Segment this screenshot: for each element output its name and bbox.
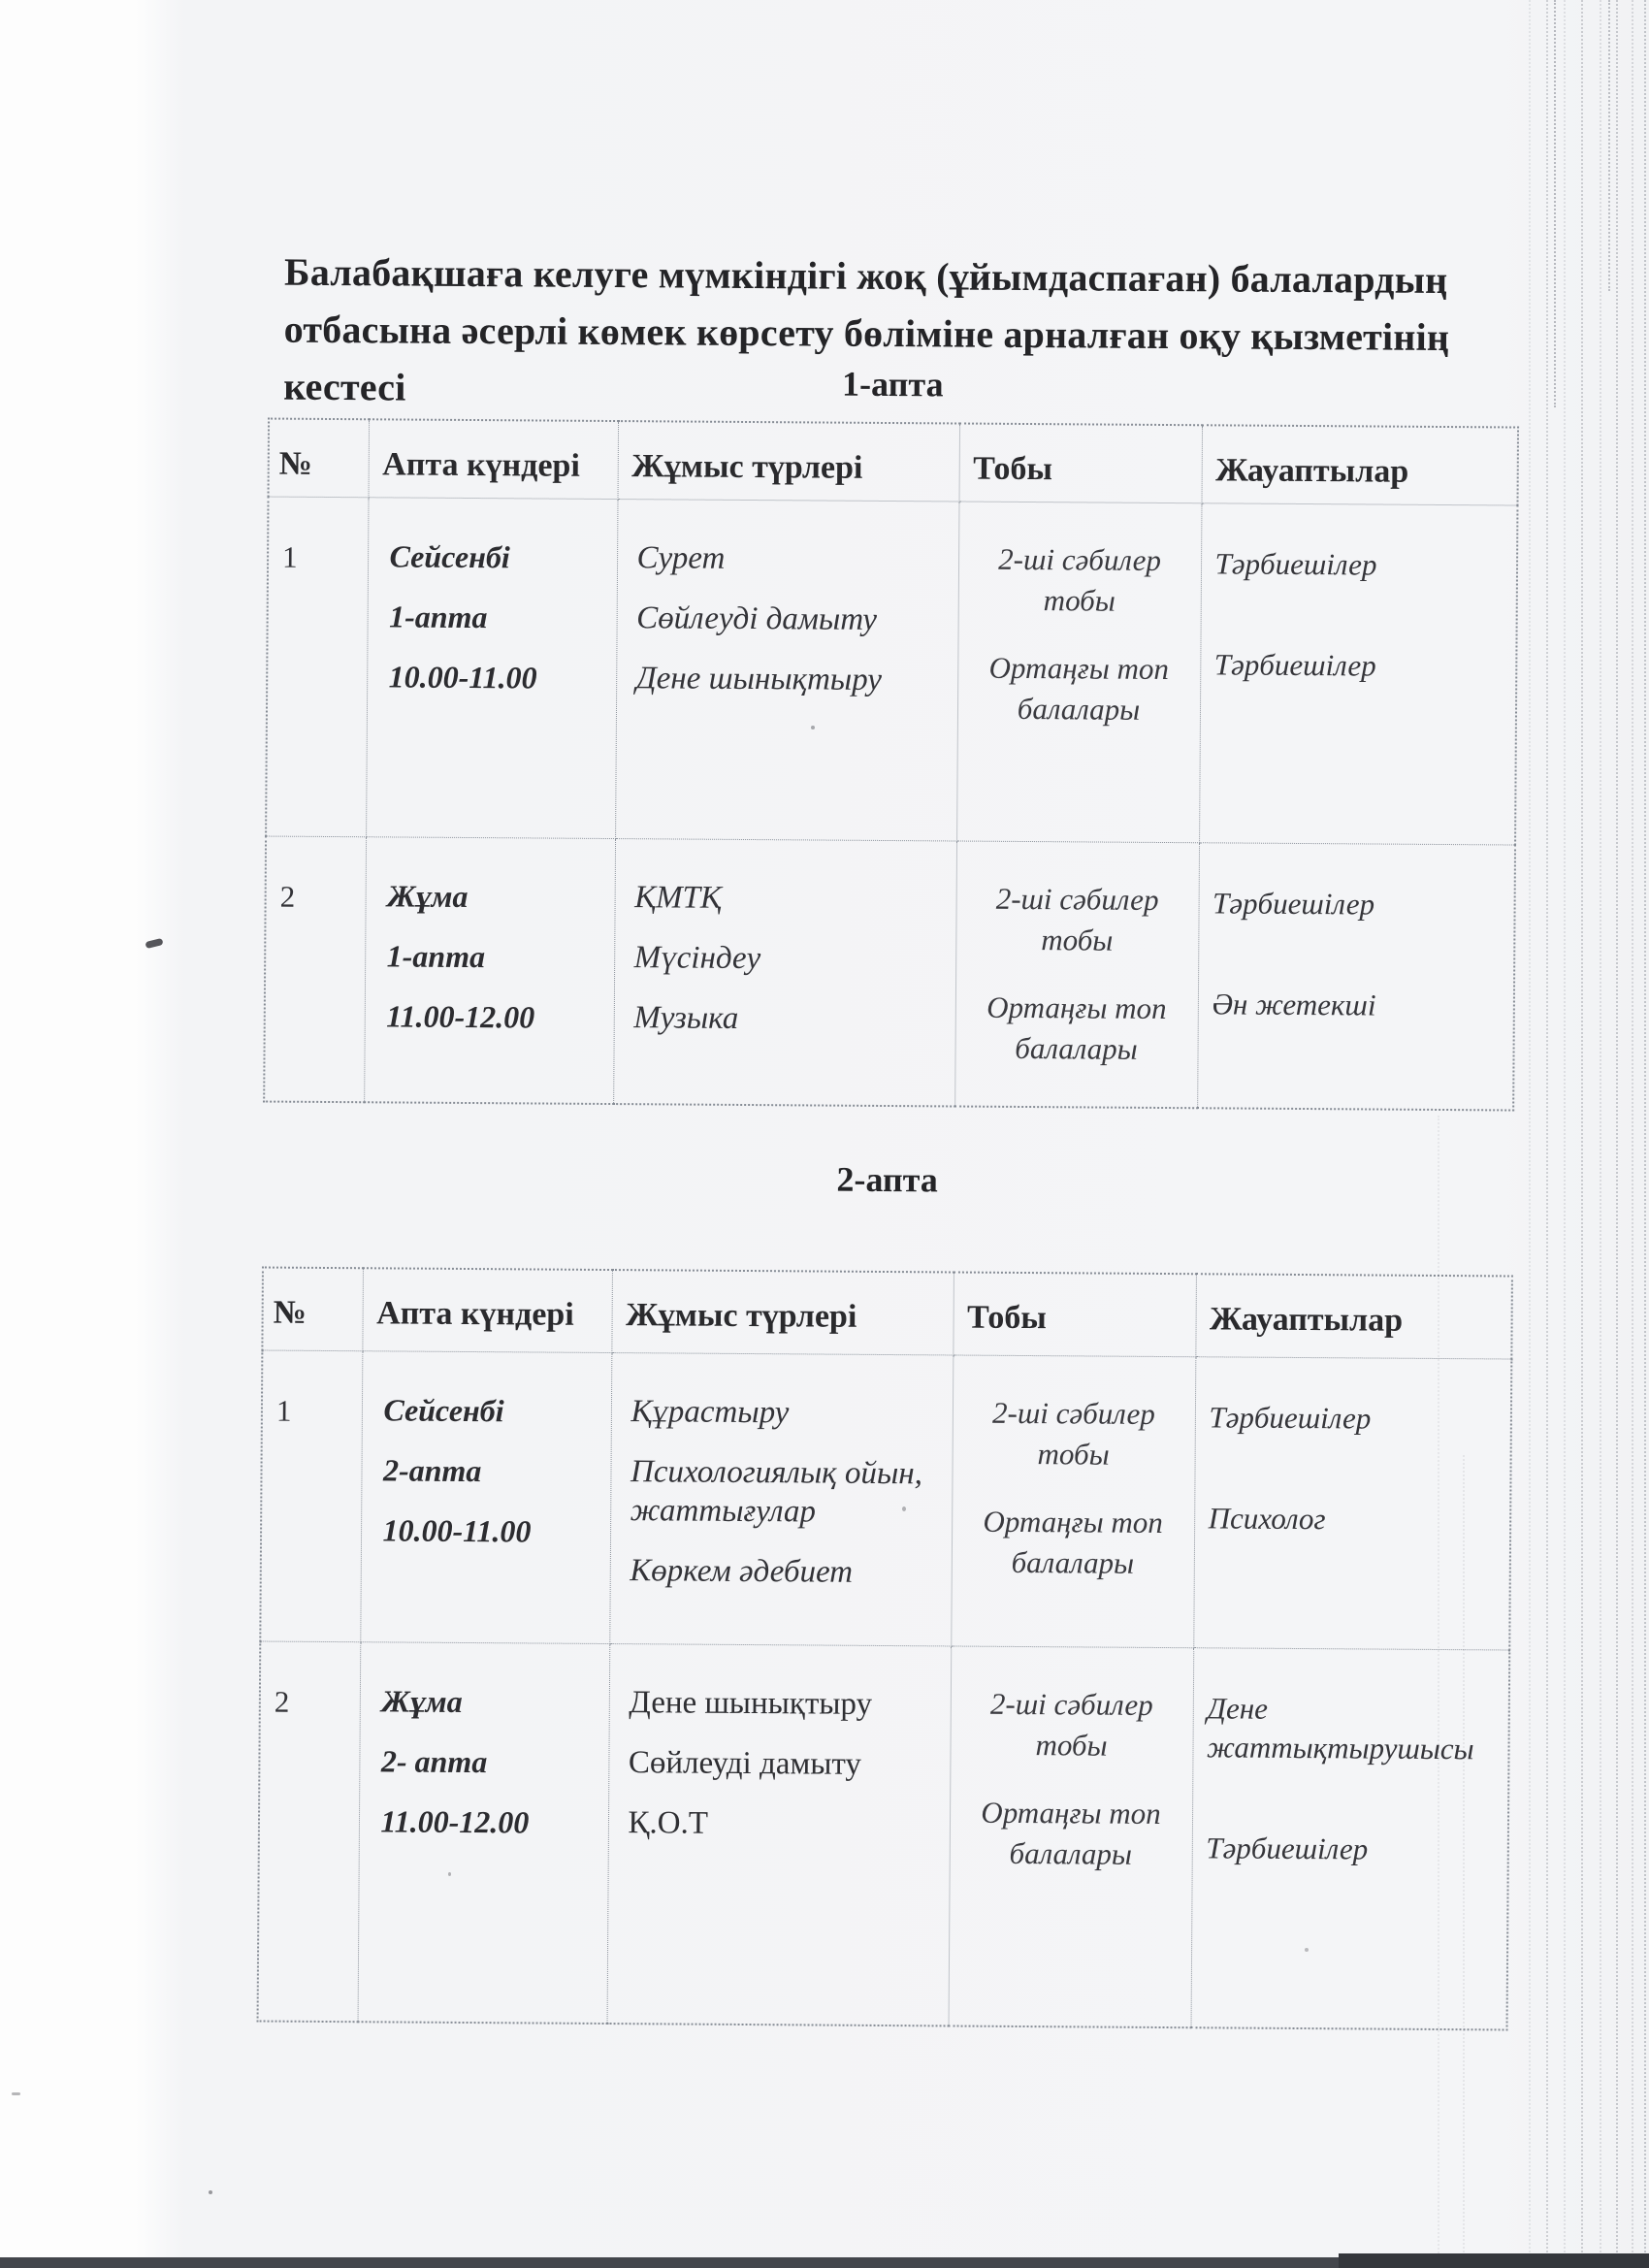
row-number: 1 <box>281 539 298 574</box>
work-type-line: Дене шынықтыру <box>635 660 883 697</box>
weekday-line: 1-апта <box>386 937 486 974</box>
weekday-line: Жұма <box>387 877 469 914</box>
responsible-line: Психолог <box>1208 1500 1326 1536</box>
work-types-cell <box>607 1643 952 2025</box>
work-types-cell <box>609 1352 953 1645</box>
work-type-line: Сөйлеуді дамыту <box>628 1744 862 1782</box>
work-types-cell <box>613 838 956 1106</box>
ink-mark <box>145 938 163 949</box>
group-cell <box>954 841 1199 1108</box>
header-cell-work-types: Жұмыс түрлері <box>611 1270 954 1354</box>
header-cell-weekdays: Апта күндері <box>362 1268 612 1352</box>
weekday-cell <box>366 497 617 838</box>
table-row <box>264 836 1515 1110</box>
weekday-line: 11.00-12.00 <box>386 997 535 1034</box>
weekday-line: 1-апта <box>389 598 488 634</box>
header-cell-work-types: Жұмыс түрлері <box>618 421 960 501</box>
responsible-cell <box>1197 842 1515 1110</box>
scan-streak <box>1529 0 1531 2260</box>
header-cell-group: Тобы <box>953 1272 1196 1356</box>
table-row <box>258 1641 1510 2030</box>
scan-streak <box>1632 0 1633 2260</box>
title-line-1: Балабақшаға келуге мүмкіндігі жоқ (ұйымдаспаған) балалардың <box>283 249 1448 303</box>
work-type-line: Қ.О.Т <box>628 1804 709 1841</box>
scan-streak <box>1546 0 1548 2260</box>
week2-table <box>257 1267 1513 2031</box>
group-line: Ортаңғы топ балалары <box>988 650 1170 727</box>
scan-streak <box>1564 0 1566 2260</box>
scan-streak <box>1581 0 1583 2260</box>
scan-speck <box>448 1872 451 1876</box>
work-type-line: Сөйлеуді дамыту <box>636 599 878 637</box>
scan-streak <box>1616 0 1618 2260</box>
weekday-line: Сейсенбі <box>383 1391 504 1428</box>
header-cell-number: № <box>262 1268 363 1351</box>
scan-speck <box>12 2092 20 2095</box>
responsible-line: Тәрбиешілер <box>1212 885 1375 922</box>
group-line: Ортаңғы топ балалары <box>986 989 1167 1066</box>
work-type-line: Көркем әдебиет <box>630 1552 854 1590</box>
table-row <box>266 497 1517 845</box>
scan-speck <box>1305 1948 1309 1952</box>
group-line: 2-ші сәбилер тобы <box>991 1395 1155 1472</box>
group-line: 2-ші сәбилер тобы <box>998 541 1162 618</box>
weekday-line: 2-апта <box>382 1451 482 1488</box>
week2-caption: 2-апта <box>836 1159 938 1200</box>
row-number: 2 <box>274 1684 290 1719</box>
table-header-row <box>269 419 1519 505</box>
responsible-line: Тәрбиешілер <box>1209 1399 1372 1435</box>
group-cell <box>956 502 1201 843</box>
responsible-line: Тәрбиешілер <box>1206 1830 1369 1865</box>
scan-streak <box>1554 0 1556 407</box>
scan-streak <box>1463 1455 1465 2260</box>
group-line: Ортаңғы топ балалары <box>983 1504 1163 1580</box>
group-line: Ортаңғы топ балалары <box>981 1795 1161 1871</box>
scan-streak <box>1644 0 1646 2260</box>
header-cell-weekdays: Апта күндері <box>369 419 619 499</box>
row-number-cell <box>264 836 366 1102</box>
responsible-line: Ән жетекші <box>1212 986 1376 1022</box>
header-cell-responsible: Жауаптылар <box>1195 1274 1512 1358</box>
title-line-2: отбасына әсерлі көмек көрсету бөліміне арналған оқу қызметінің кестесі <box>283 307 1450 409</box>
scanner-edge-bar <box>1339 2253 1649 2268</box>
responsible-line: Тәрбиешілер <box>1213 646 1376 683</box>
table-row <box>260 1350 1511 1650</box>
weekday-line: 11.00-12.00 <box>380 1802 530 1839</box>
row-number-cell <box>260 1350 362 1642</box>
header-cell-responsible: Жауаптылар <box>1202 425 1519 504</box>
header-cell-number: № <box>269 419 370 498</box>
work-type-line: Психологиялық ойын, жаттығулар <box>630 1453 923 1530</box>
row-number-cell <box>266 497 368 837</box>
work-type-line: Сурет <box>636 539 726 576</box>
work-type-line: Дене шынықтыру <box>629 1684 873 1722</box>
scan-speck <box>811 726 815 729</box>
weekday-cell <box>364 836 615 1103</box>
weekday-line: Сейсенбі <box>389 537 510 574</box>
weekday-line: 10.00-11.00 <box>388 658 537 695</box>
table-header-row <box>262 1268 1512 1359</box>
work-type-line: Музыка <box>633 999 739 1036</box>
row-number-cell <box>258 1641 361 2023</box>
responsible-line: Дене жаттықтырушысы <box>1206 1690 1474 1766</box>
scan-streak <box>1600 0 1601 2260</box>
work-type-line: ҚМТҚ <box>634 879 722 916</box>
work-type-line: Мүсіндеу <box>633 939 761 976</box>
scan-speck <box>902 1507 906 1511</box>
work-type-line: Құрастыру <box>630 1393 790 1430</box>
scan-streak <box>1608 0 1610 291</box>
group-cell <box>949 1645 1194 2027</box>
work-types-cell <box>615 499 958 840</box>
row-number: 2 <box>279 879 296 914</box>
weekday-line: Жұма <box>381 1682 463 1719</box>
group-line: 2-ші сәбилер тобы <box>995 881 1159 957</box>
header-cell-group: Тобы <box>959 424 1203 503</box>
group-cell <box>951 1354 1195 1647</box>
week1-caption: 1-апта <box>842 364 944 405</box>
weekday-line: 10.00-11.00 <box>382 1511 532 1548</box>
week1-table <box>263 418 1519 1111</box>
weekday-line: 2- апта <box>380 1742 488 1779</box>
document-content <box>2 0 1649 1871</box>
scan-streak <box>1438 1116 1439 2260</box>
row-number: 1 <box>275 1393 292 1428</box>
scan-speck <box>209 2190 212 2194</box>
weekday-cell <box>358 1641 610 2024</box>
group-line: 2-ші сәбилер тобы <box>989 1686 1153 1763</box>
responsible-line: Тәрбиешілер <box>1214 545 1377 582</box>
responsible-cell <box>1191 1647 1510 2029</box>
weekday-cell <box>360 1350 611 1643</box>
responsible-cell <box>1199 502 1517 844</box>
